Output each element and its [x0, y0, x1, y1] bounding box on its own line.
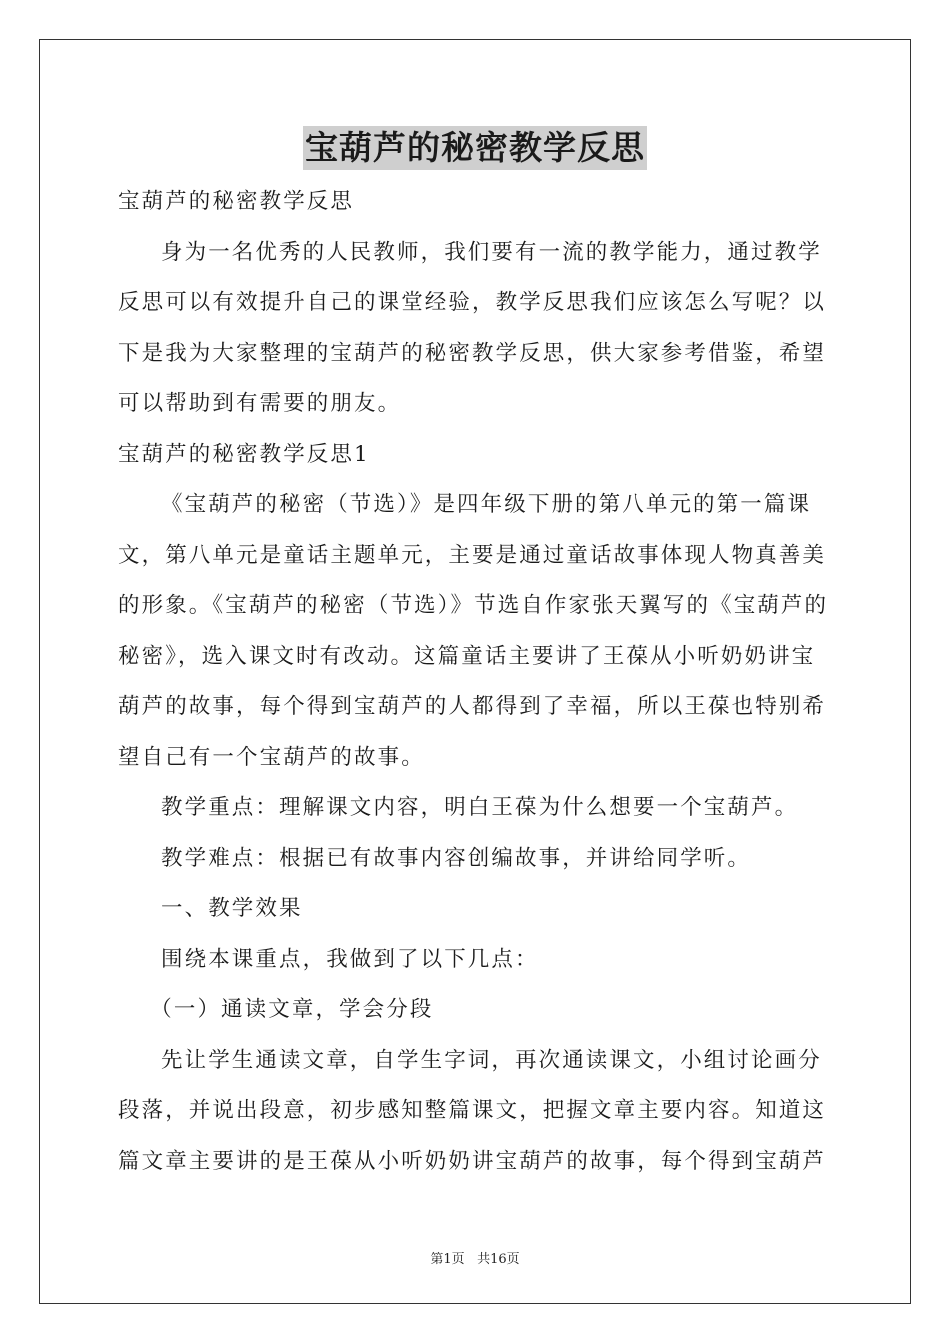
- paragraph: 教学难点：根据已有故事内容创编故事，并讲给同学听。: [161, 845, 752, 871]
- subsection-heading: （一）通读文章，学会分段: [150, 997, 434, 1022]
- document-body: [118, 177, 834, 1187]
- title-area: [0, 126, 950, 170]
- paragraph: 身为一名优秀的人民教师，我们要有一流的教学能力，通过教学反思可以有效提升自己的课堂经验，教学反思我们应该怎么写呢？以下是我为大家整理的宝葫芦的秘密教学反思，供大家参考借鉴，希望可以帮助到有需要的朋友。: [118, 239, 827, 416]
- page-total: 共16页: [477, 1252, 520, 1267]
- paragraph: 先让学生通读文章，自学生字词，再次通读课文，小组讨论画分段落，并说出段意，初步感知整篇课文，把握文章主要内容。知道这篇文章主要讲的是王葆从小听奶奶讲宝葫芦的故事，每个得到宝葫芦: [118, 1047, 827, 1174]
- section-heading: 一、教学效果: [161, 896, 303, 921]
- paragraph: 教学重点：理解课文内容，明白王葆为什么想要一个宝葫芦。: [161, 795, 799, 820]
- paragraph: 《宝葫芦的秘密（节选）》是四年级下册的第八单元的第一篇课文，第八单元是童话主题单元，主要是通过童话故事体现人物真善美的形象。《宝葫芦的秘密（节选）》节选自作家张天翼写的《宝葫芦的秘密》，选入课文时有改动。这篇童话主要讲了王葆从小听奶奶讲宝葫芦的故事，每个得到宝葫芦的人都得到了幸福，所以王葆也特别希望自己有一个宝葫芦的故事。: [118, 492, 829, 770]
- document-title: 宝葫芦的秘密教学反思: [303, 126, 647, 170]
- page-number: 第1页: [430, 1252, 465, 1267]
- section-heading: 宝葫芦的秘密教学反思1: [118, 441, 370, 467]
- paragraph: 围绕本课重点，我做到了以下几点：: [161, 946, 539, 972]
- paragraph: 宝葫芦的秘密教学反思: [118, 189, 355, 214]
- footer-spacer: [465, 1252, 477, 1267]
- page-footer: [0, 1248, 950, 1267]
